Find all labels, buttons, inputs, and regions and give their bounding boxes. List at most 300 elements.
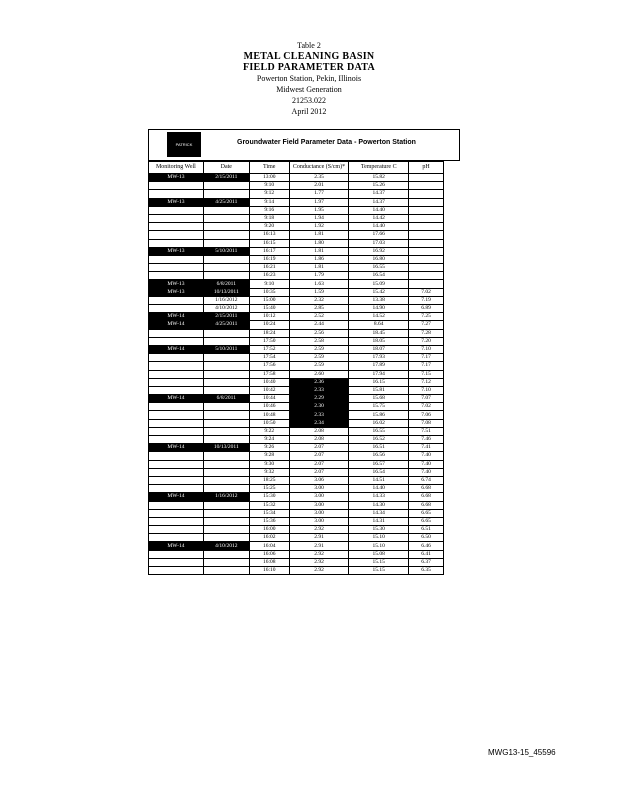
cell-temp: 15.30	[349, 526, 409, 534]
cell-temp: 15.42	[349, 288, 409, 296]
cell-date	[203, 272, 249, 280]
cell-date: 5/10/2011	[203, 345, 249, 353]
cell-well: MW-13	[149, 288, 204, 296]
cell-ph: 7.46	[409, 436, 444, 444]
cell-cond: 1.95	[289, 206, 349, 214]
cell-cond: 2.56	[289, 329, 349, 337]
cell-temp: 18.05	[349, 337, 409, 345]
cell-cond: 3.00	[289, 493, 349, 501]
document-id: MWG13-15_45596	[488, 748, 556, 757]
cell-date	[203, 567, 249, 575]
cell-well	[149, 214, 204, 222]
cell-temp: 14.37	[349, 190, 409, 198]
cell-cond: 2.29	[289, 395, 349, 403]
table-row	[149, 321, 444, 329]
cell-temp: 16.54	[349, 272, 409, 280]
cell-ph	[409, 264, 444, 272]
table-row	[149, 305, 444, 313]
col-header-conductance: Conductance (S/cm)*	[289, 162, 349, 174]
cell-well	[149, 223, 204, 231]
cell-date: 4/25/2011	[203, 198, 249, 206]
cell-cond: 2.36	[289, 378, 349, 386]
cell-ph	[409, 206, 444, 214]
cell-date	[203, 526, 249, 534]
table-row	[149, 542, 444, 550]
company-name: Midwest Generation	[276, 85, 342, 94]
cell-cond: 2.33	[289, 386, 349, 394]
cell-date	[203, 501, 249, 509]
cell-ph	[409, 239, 444, 247]
cell-well	[149, 534, 204, 542]
cell-time: 10:44	[249, 395, 289, 403]
cell-date	[203, 190, 249, 198]
cell-temp: 14.40	[349, 485, 409, 493]
cell-cond: 2.59	[289, 362, 349, 370]
cell-cond: 2.32	[289, 296, 349, 304]
cell-temp: 14.42	[349, 214, 409, 222]
table-row	[149, 411, 444, 419]
table-row	[149, 509, 444, 517]
cell-date	[203, 517, 249, 525]
cell-ph	[409, 255, 444, 263]
site-name: Powerton Station, Pekin, Illinois	[256, 74, 362, 83]
table-row	[149, 206, 444, 214]
cell-ph: 7.41	[409, 444, 444, 452]
cell-temp: 16.54	[349, 468, 409, 476]
cell-ph	[409, 272, 444, 280]
table-row	[149, 329, 444, 337]
cell-cond: 2.07	[289, 468, 349, 476]
cell-time: 10:40	[249, 378, 289, 386]
cell-cond: 1.81	[289, 231, 349, 239]
cell-date	[203, 223, 249, 231]
table-row	[149, 567, 444, 575]
cell-temp: 15.75	[349, 403, 409, 411]
cell-well	[149, 509, 204, 517]
cell-well	[149, 460, 204, 468]
cell-ph: 7.17	[409, 354, 444, 362]
cell-temp: 16.56	[349, 452, 409, 460]
table-banner	[148, 129, 460, 161]
cell-date	[203, 419, 249, 427]
cell-date: 2/15/2011	[203, 313, 249, 321]
table-row	[149, 386, 444, 394]
cell-time: 18:25	[249, 476, 289, 484]
cell-well	[149, 436, 204, 444]
table-row	[149, 427, 444, 435]
cell-well: MW-14	[149, 321, 204, 329]
cell-date	[203, 468, 249, 476]
cell-date: 6/8/2011	[203, 280, 249, 288]
cell-temp: 16.02	[349, 419, 409, 427]
cell-date	[203, 403, 249, 411]
cell-temp: 16.15	[349, 378, 409, 386]
cell-cond: 3.00	[289, 501, 349, 509]
cell-time: 10:12	[249, 313, 289, 321]
table-row	[149, 460, 444, 468]
cell-date	[203, 182, 249, 190]
cell-cond: 3.06	[289, 476, 349, 484]
cell-time: 9:16	[249, 206, 289, 214]
table-row	[149, 485, 444, 493]
cell-temp: 15.08	[349, 550, 409, 558]
cell-well	[149, 501, 204, 509]
table-row	[149, 223, 444, 231]
cell-temp: 17.94	[349, 370, 409, 378]
cell-cond: 2.92	[289, 526, 349, 534]
cell-time: 10:42	[249, 386, 289, 394]
cell-time: 16:06	[249, 550, 289, 558]
cell-date	[203, 386, 249, 394]
cell-ph: 7.40	[409, 452, 444, 460]
cell-time: 15:34	[249, 509, 289, 517]
cell-cond: 3.00	[289, 485, 349, 493]
cell-cond: 1.81	[289, 264, 349, 272]
cell-temp: 14.40	[349, 223, 409, 231]
table-row	[149, 493, 444, 501]
table-row	[149, 231, 444, 239]
cell-temp: 16.51	[349, 444, 409, 452]
cell-ph: 6.35	[409, 567, 444, 575]
cell-ph: 7.10	[409, 386, 444, 394]
cell-date	[203, 239, 249, 247]
cell-well	[149, 329, 204, 337]
table-row	[149, 370, 444, 378]
cell-ph: 7.27	[409, 321, 444, 329]
cell-temp: 14.52	[349, 313, 409, 321]
cell-ph: 7.40	[409, 468, 444, 476]
cell-ph: 7.15	[409, 370, 444, 378]
cell-date	[203, 214, 249, 222]
cell-time: 9:24	[249, 436, 289, 444]
cell-well	[149, 231, 204, 239]
table-row	[149, 288, 444, 296]
cell-date: 1/16/2012	[203, 296, 249, 304]
cell-well	[149, 305, 204, 313]
cell-cond: 2.92	[289, 567, 349, 575]
cell-cond: 1.97	[289, 198, 349, 206]
cell-ph: 7.51	[409, 427, 444, 435]
cell-date	[203, 337, 249, 345]
cell-temp: 14.90	[349, 305, 409, 313]
cell-cond: 2.52	[289, 313, 349, 321]
table-row	[149, 182, 444, 190]
cell-well: MW-13	[149, 174, 204, 182]
cell-ph	[409, 231, 444, 239]
cell-date	[203, 509, 249, 517]
cell-ph	[409, 182, 444, 190]
cell-well	[149, 362, 204, 370]
cell-time: 17:54	[249, 354, 289, 362]
cell-well: MW-14	[149, 444, 204, 452]
col-header-ph: pH	[409, 162, 444, 174]
cell-date: 5/10/2011	[203, 247, 249, 255]
cell-ph: 7.12	[409, 378, 444, 386]
table-row	[149, 501, 444, 509]
cell-time: 9:14	[249, 198, 289, 206]
cell-date	[203, 485, 249, 493]
cell-date	[203, 534, 249, 542]
cell-time: 16:13	[249, 231, 289, 239]
cell-time: 9:12	[249, 190, 289, 198]
company-logo: PATRICK	[167, 132, 201, 157]
cell-temp: 16.55	[349, 427, 409, 435]
cell-time: 9:18	[249, 214, 289, 222]
cell-date	[203, 436, 249, 444]
project-number: 21253.022	[292, 96, 326, 105]
cell-time: 16:21	[249, 264, 289, 272]
table-row	[149, 476, 444, 484]
cell-time: 13:00	[249, 174, 289, 182]
table-row	[149, 337, 444, 345]
table-row	[149, 247, 444, 255]
cell-date	[203, 354, 249, 362]
cell-well	[149, 190, 204, 198]
table-row	[149, 444, 444, 452]
cell-ph: 6.89	[409, 305, 444, 313]
cell-time: 9:10	[249, 280, 289, 288]
cell-well	[149, 337, 204, 345]
cell-well: MW-14	[149, 345, 204, 353]
table-row	[149, 403, 444, 411]
table-row	[149, 419, 444, 427]
cell-cond: 1.79	[289, 272, 349, 280]
cell-well	[149, 567, 204, 575]
cell-temp: 13.38	[349, 296, 409, 304]
cell-time: 9:28	[249, 452, 289, 460]
cell-ph: 6.41	[409, 550, 444, 558]
table-row	[149, 362, 444, 370]
table-row	[149, 296, 444, 304]
cell-well: MW-14	[149, 542, 204, 550]
cell-cond: 2.35	[289, 174, 349, 182]
cell-temp: 15.26	[349, 182, 409, 190]
cell-cond: 2.07	[289, 452, 349, 460]
table-row	[149, 468, 444, 476]
cell-temp: 16.57	[349, 460, 409, 468]
cell-well	[149, 272, 204, 280]
cell-temp: 15.09	[349, 280, 409, 288]
cell-temp: 17.89	[349, 362, 409, 370]
cell-ph: 6.68	[409, 485, 444, 493]
cell-time: 16:19	[249, 255, 289, 263]
cell-ph: 6.50	[409, 534, 444, 542]
cell-date	[203, 329, 249, 337]
table-row	[149, 255, 444, 263]
cell-cond: 1.94	[289, 214, 349, 222]
cell-well	[149, 476, 204, 484]
cell-cond: 2.92	[289, 558, 349, 566]
cell-ph: 7.25	[409, 313, 444, 321]
field-parameter-table-wrapper	[148, 129, 460, 575]
cell-well	[149, 526, 204, 534]
cell-well	[149, 419, 204, 427]
cell-cond: 1.77	[289, 190, 349, 198]
cell-temp: 8.64	[349, 321, 409, 329]
table-row	[149, 272, 444, 280]
cell-temp: 16.80	[349, 255, 409, 263]
cell-date	[203, 460, 249, 468]
cell-cond: 2.85	[289, 305, 349, 313]
cell-time: 9:10	[249, 182, 289, 190]
cell-time: 17:52	[249, 345, 289, 353]
cell-well	[149, 206, 204, 214]
cell-temp: 14.37	[349, 198, 409, 206]
cell-well	[149, 411, 204, 419]
cell-date	[203, 362, 249, 370]
cell-temp: 15.10	[349, 534, 409, 542]
cell-well	[149, 468, 204, 476]
table-row	[149, 517, 444, 525]
cell-time: 10:24	[249, 321, 289, 329]
cell-cond: 1.86	[289, 255, 349, 263]
cell-temp: 18.45	[349, 329, 409, 337]
col-header-date: Date	[203, 162, 249, 174]
cell-date: 4/10/2012	[203, 305, 249, 313]
cell-cond: 1.59	[289, 288, 349, 296]
cell-ph	[409, 223, 444, 231]
document-date: April 2012	[291, 107, 327, 116]
cell-time: 15:32	[249, 501, 289, 509]
table-row	[149, 354, 444, 362]
table-caption: Table 2	[297, 41, 321, 50]
cell-ph: 7.02	[409, 403, 444, 411]
cell-temp: 17.66	[349, 231, 409, 239]
cell-time: 16:10	[249, 567, 289, 575]
cell-ph: 7.17	[409, 362, 444, 370]
table-row	[149, 378, 444, 386]
cell-cond: 2.60	[289, 370, 349, 378]
cell-well: MW-14	[149, 493, 204, 501]
cell-time: 16:02	[249, 534, 289, 542]
cell-well	[149, 517, 204, 525]
cell-temp: 18.07	[349, 345, 409, 353]
cell-date	[203, 378, 249, 386]
cell-ph: 6.68	[409, 501, 444, 509]
cell-well	[149, 264, 204, 272]
cell-date: 2/15/2011	[203, 174, 249, 182]
table-row	[149, 452, 444, 460]
cell-cond: 2.92	[289, 550, 349, 558]
table-row	[149, 526, 444, 534]
cell-ph	[409, 198, 444, 206]
cell-cond: 3.00	[289, 509, 349, 517]
cell-date: 1/16/2012	[203, 493, 249, 501]
cell-temp: 16.52	[349, 436, 409, 444]
cell-date	[203, 206, 249, 214]
banner-title: Groundwater Field Parameter Data - Powerton Station	[237, 139, 416, 146]
cell-date: 6/8/2011	[203, 395, 249, 403]
table-row	[149, 280, 444, 288]
cell-well	[149, 354, 204, 362]
cell-time: 9:26	[249, 444, 289, 452]
cell-well	[149, 239, 204, 247]
cell-time: 17:58	[249, 370, 289, 378]
cell-date	[203, 452, 249, 460]
cell-well	[149, 403, 204, 411]
table-row	[149, 264, 444, 272]
cell-temp: 15.15	[349, 567, 409, 575]
document-title-line2: FIELD PARAMETER DATA	[242, 62, 376, 73]
cell-time: 16:17	[249, 247, 289, 255]
cell-date	[203, 550, 249, 558]
cell-well	[149, 386, 204, 394]
cell-ph: 6.68	[409, 493, 444, 501]
cell-ph: 7.06	[409, 411, 444, 419]
cell-time: 15:30	[249, 493, 289, 501]
cell-ph: 7.02	[409, 288, 444, 296]
cell-temp: 15.86	[349, 411, 409, 419]
cell-time: 10:48	[249, 411, 289, 419]
cell-time: 10:46	[249, 403, 289, 411]
table-row	[149, 550, 444, 558]
cell-date	[203, 558, 249, 566]
cell-temp: 14.34	[349, 509, 409, 517]
cell-cond: 2.58	[289, 337, 349, 345]
cell-ph	[409, 214, 444, 222]
cell-cond: 2.91	[289, 534, 349, 542]
cell-time: 9:30	[249, 460, 289, 468]
cell-ph: 7.08	[409, 419, 444, 427]
cell-date: 10/13/2011	[203, 444, 249, 452]
cell-cond: 2.59	[289, 345, 349, 353]
cell-ph: 7.19	[409, 296, 444, 304]
cell-well	[149, 370, 204, 378]
table-row	[149, 534, 444, 542]
cell-ph: 6.65	[409, 517, 444, 525]
cell-time: 10:50	[249, 419, 289, 427]
cell-cond: 1.92	[289, 223, 349, 231]
cell-temp: 15.82	[349, 174, 409, 182]
cell-well	[149, 550, 204, 558]
cell-date	[203, 231, 249, 239]
cell-cond: 1.63	[289, 280, 349, 288]
table-row	[149, 190, 444, 198]
cell-ph: 7.10	[409, 345, 444, 353]
table-row	[149, 395, 444, 403]
cell-cond: 1.81	[289, 247, 349, 255]
cell-cond: 2.34	[289, 419, 349, 427]
cell-time: 18:24	[249, 329, 289, 337]
cell-date	[203, 255, 249, 263]
cell-cond: 2.59	[289, 354, 349, 362]
cell-ph: 7.20	[409, 337, 444, 345]
cell-temp: 15.81	[349, 386, 409, 394]
cell-temp: 14.51	[349, 476, 409, 484]
cell-well	[149, 427, 204, 435]
cell-time: 10:35	[249, 288, 289, 296]
document-header	[0, 40, 618, 117]
cell-ph: 6.46	[409, 542, 444, 550]
cell-temp: 16.55	[349, 264, 409, 272]
cell-date	[203, 264, 249, 272]
cell-time: 17:56	[249, 362, 289, 370]
table-row	[149, 174, 444, 182]
table-row	[149, 436, 444, 444]
cell-time: 15:36	[249, 517, 289, 525]
table-row	[149, 558, 444, 566]
cell-time: 9:32	[249, 468, 289, 476]
cell-temp: 15.68	[349, 395, 409, 403]
cell-cond: 2.33	[289, 411, 349, 419]
document-title-line1: METAL CLEANING BASIN	[243, 51, 375, 62]
cell-temp: 17.03	[349, 239, 409, 247]
cell-time: 15:25	[249, 485, 289, 493]
cell-time: 15:40	[249, 305, 289, 313]
cell-well	[149, 558, 204, 566]
cell-ph: 6.65	[409, 509, 444, 517]
cell-cond: 2.01	[289, 182, 349, 190]
